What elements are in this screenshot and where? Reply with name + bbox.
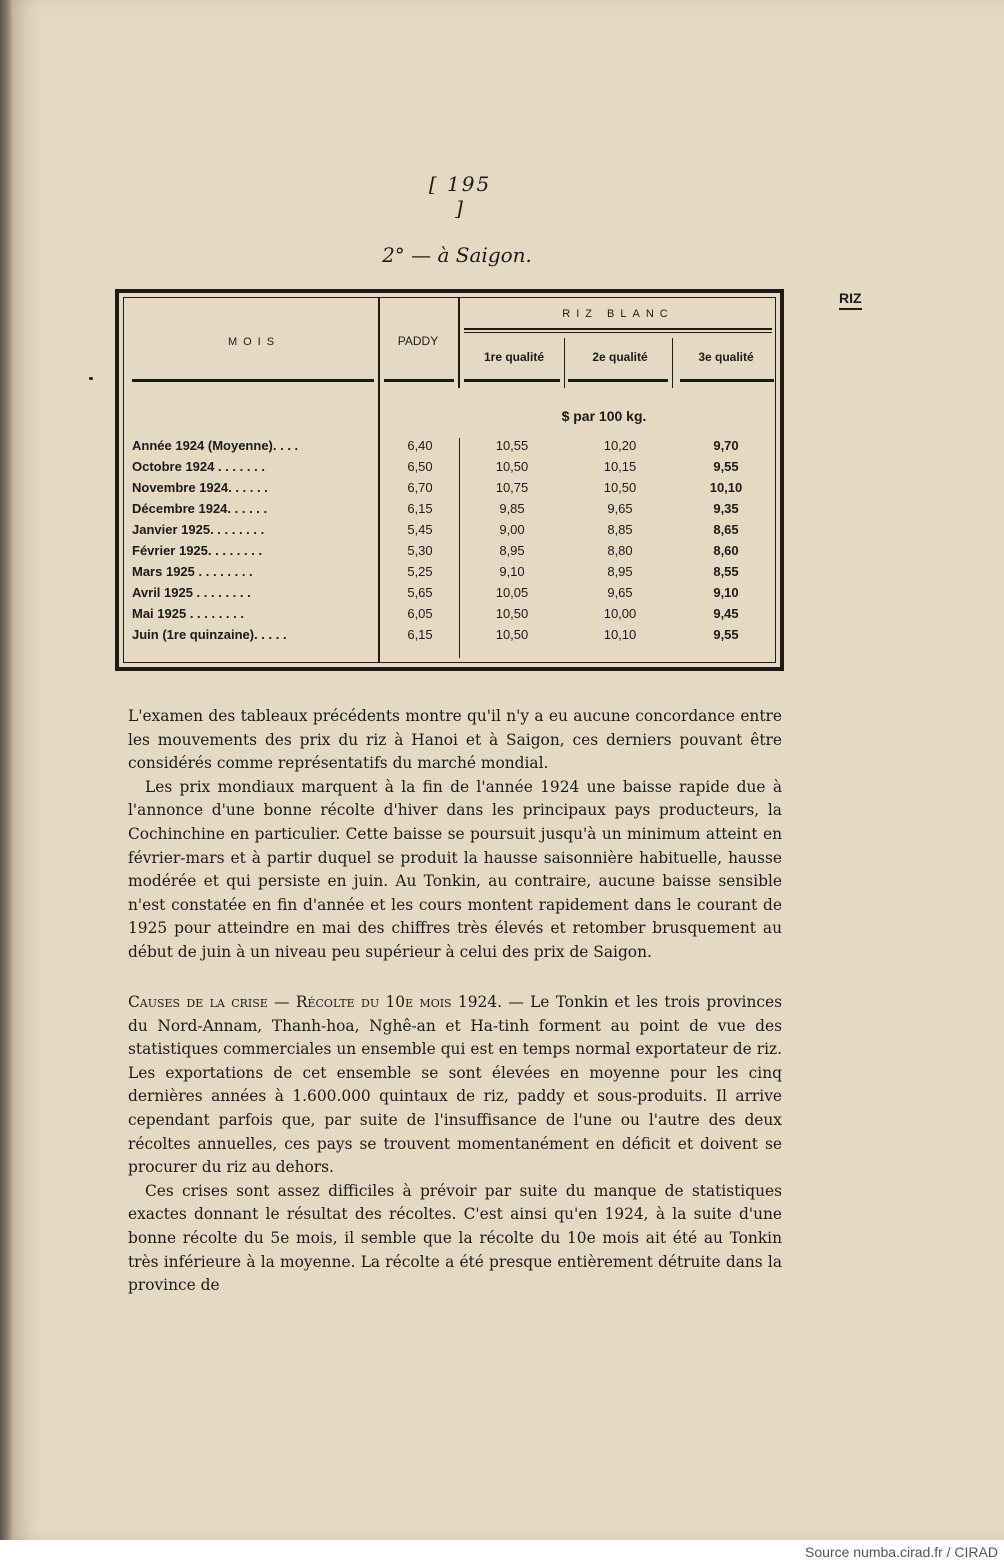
cell-mois: Mai 1925 . . . . . . . . xyxy=(132,606,244,621)
table-row xyxy=(124,522,784,543)
cell-q2: 10,10 xyxy=(603,627,637,642)
cell-q2: 10,15 xyxy=(603,459,637,474)
header-rule-q1 xyxy=(464,379,560,382)
cell-q3: 9,70 xyxy=(713,438,739,453)
cell-q1: 9,85 xyxy=(499,501,525,516)
cell-paddy: 6,05 xyxy=(407,606,433,621)
cell-mois: Avril 1925 . . . . . . . . xyxy=(132,585,251,600)
cell-mois: Février 1925. . . . . . . . xyxy=(132,543,263,558)
ink-speck xyxy=(89,377,93,380)
cell-q3: 9,10 xyxy=(713,585,739,600)
cell-paddy: 6,50 xyxy=(407,459,433,474)
table-row xyxy=(124,459,784,480)
cell-paddy: 5,45 xyxy=(407,522,433,537)
cell-q3: 9,55 xyxy=(713,459,739,474)
paragraph-3-text: — Le Tonkin et les trois provinces du Nord-Annam, Thanh-hoa, Nghê-an et Ha-tinh forment au point de vue des statistiques commerciales un ensemble qui est en temps normal exportateur de riz. Les exportations de cet ensemble se sont élevées en moyenne pour les cinq dernières années à 1.600.000 quintaux de riz, paddy et sous-produits. Il arrive cependant parfois que, par suite de l'insuffisance de l'une ou l'autre des deux récoltes annuelles, ces pays se trouvent momentanément en déficit et doivent se procurer du riz au dehors. xyxy=(128,993,782,1177)
cell-q1: 9,00 xyxy=(499,522,525,537)
cell-mois: Novembre 1924. . . . . . xyxy=(132,480,268,495)
cell-q3: 9,55 xyxy=(713,627,739,642)
table-row xyxy=(124,543,784,564)
header-rule-paddy xyxy=(384,379,454,382)
table-row xyxy=(124,627,784,648)
paragraph-4: Ces crises sont assez difficiles à prévoir par suite du manque de statistiques exactes donnant le résultat des récoltes. C'est ainsi qu'en 1924, à la suite d'une bonne récolte du 5e mois, il semble que la récolte du 10e mois ait été au Tonkin très inférieure à la moyenne. La récolte a été presque entièrement détruite dans la province de xyxy=(128,1181,782,1295)
col-divider-paddy xyxy=(458,298,460,388)
header-riz-blanc: RIZ BLANC xyxy=(562,308,674,320)
cell-mois: Janvier 1925. . . . . . . . xyxy=(132,522,265,537)
paragraph-3 xyxy=(128,991,782,1180)
table-row xyxy=(124,501,784,522)
cell-mois: Octobre 1924 . . . . . . . xyxy=(132,459,265,474)
header-rule-mois xyxy=(132,379,374,382)
cell-q3: 8,65 xyxy=(713,522,739,537)
cell-q1: 10,50 xyxy=(495,627,529,642)
unit-label: $ par 100 kg. xyxy=(561,408,647,424)
cell-q1: 10,05 xyxy=(495,585,529,600)
table-row xyxy=(124,480,784,501)
header-paddy: PADDY xyxy=(397,334,439,348)
header-rule-q3 xyxy=(680,379,774,382)
table-inner-border xyxy=(123,297,776,663)
section-title: 2° — à Saigon. xyxy=(382,243,532,267)
cell-q2: 10,00 xyxy=(603,606,637,621)
table-row xyxy=(124,606,784,627)
header-q1: 1re qualité xyxy=(483,350,545,364)
cell-q1: 9,10 xyxy=(499,564,525,579)
table-row xyxy=(124,564,784,585)
cell-q2: 8,95 xyxy=(607,564,633,579)
cell-q3: 10,10 xyxy=(709,480,743,495)
cell-paddy: 6,15 xyxy=(407,627,433,642)
cell-mois: Décembre 1924. . . . . . xyxy=(132,501,268,516)
col-divider-q2 xyxy=(672,338,673,388)
body-text-block-2 xyxy=(128,991,782,1298)
cell-q1: 10,50 xyxy=(495,459,529,474)
source-credit: Source numba.cirad.fr / CIRAD xyxy=(805,1544,998,1560)
riz-blanc-rule xyxy=(464,328,772,330)
cell-mois: Juin (1re quinzaine). . . . . xyxy=(132,627,287,642)
paragraph-1: L'examen des tableaux précédents montre qu'il n'y a eu aucune concordance entre les mouvements des prix du riz à Hanoi et à Saigon, ces derniers pouvant être considérés comme représentatifs du marché mondial. xyxy=(128,707,782,773)
cell-q1: 10,75 xyxy=(495,480,529,495)
cell-q3: 8,55 xyxy=(713,564,739,579)
cell-paddy: 6,40 xyxy=(407,438,433,453)
cell-q3: 8,60 xyxy=(713,543,739,558)
header-rule-q2 xyxy=(568,379,668,382)
cell-q2: 8,80 xyxy=(607,543,633,558)
header-q3: 3e qualité xyxy=(698,350,754,364)
cell-paddy: 5,25 xyxy=(407,564,433,579)
cell-q3: 9,35 xyxy=(713,501,739,516)
book-binding xyxy=(0,0,12,1540)
cell-mois: Année 1924 (Moyenne). . . . xyxy=(132,438,299,453)
header-mois: MOIS xyxy=(227,336,281,348)
cell-q1: 10,55 xyxy=(495,438,529,453)
cell-mois: Mars 1925 . . . . . . . . xyxy=(132,564,253,579)
page-number: [ 195 ] xyxy=(428,172,492,220)
cell-paddy: 6,70 xyxy=(407,480,433,495)
table-row xyxy=(124,585,784,606)
section-heading: Causes de la crise — Récolte du 10e mois 1924. xyxy=(128,993,502,1011)
col-divider-q1 xyxy=(564,338,565,388)
cell-q3: 9,45 xyxy=(713,606,739,621)
page xyxy=(12,0,1004,1540)
cell-q2: 10,50 xyxy=(603,480,637,495)
margin-note: RIZ xyxy=(839,290,862,310)
cell-q1: 10,50 xyxy=(495,606,529,621)
cell-q2: 9,65 xyxy=(607,585,633,600)
header-q2: 2e qualité xyxy=(592,350,648,364)
riz-blanc-rule-2 xyxy=(464,332,772,333)
cell-paddy: 6,15 xyxy=(407,501,433,516)
paragraph-2: Les prix mondiaux marquent à la fin de l'année 1924 une baisse rapide due à l'annonce d'une bonne récolte d'hiver dans les principaux pays producteurs, la Cochinchine en particulier. Cette baisse se poursuit jusqu'à un minimum atteint en février-mars et à partir duquel se produit la hausse saisonnière habituelle, hausse modérée et qui persiste en juin. Au Tonkin, au contraire, aucune baisse sensible n'est constatée en fin d'année et les cours montent rapidement dans le courant de 1925 pour atteindre en mai des chiffres très élevés et retomber brusquement au début de juin à un niveau peu supérieur à celui des prix de Saigon. xyxy=(128,777,782,961)
cell-paddy: 5,30 xyxy=(407,543,433,558)
cell-q2: 9,65 xyxy=(607,501,633,516)
cell-q2: 10,20 xyxy=(603,438,637,453)
cell-paddy: 5,65 xyxy=(407,585,433,600)
cell-q2: 8,85 xyxy=(607,522,633,537)
price-table xyxy=(115,289,784,671)
cell-q1: 8,95 xyxy=(499,543,525,558)
body-text-block-1 xyxy=(128,705,782,965)
table-row xyxy=(124,438,784,459)
